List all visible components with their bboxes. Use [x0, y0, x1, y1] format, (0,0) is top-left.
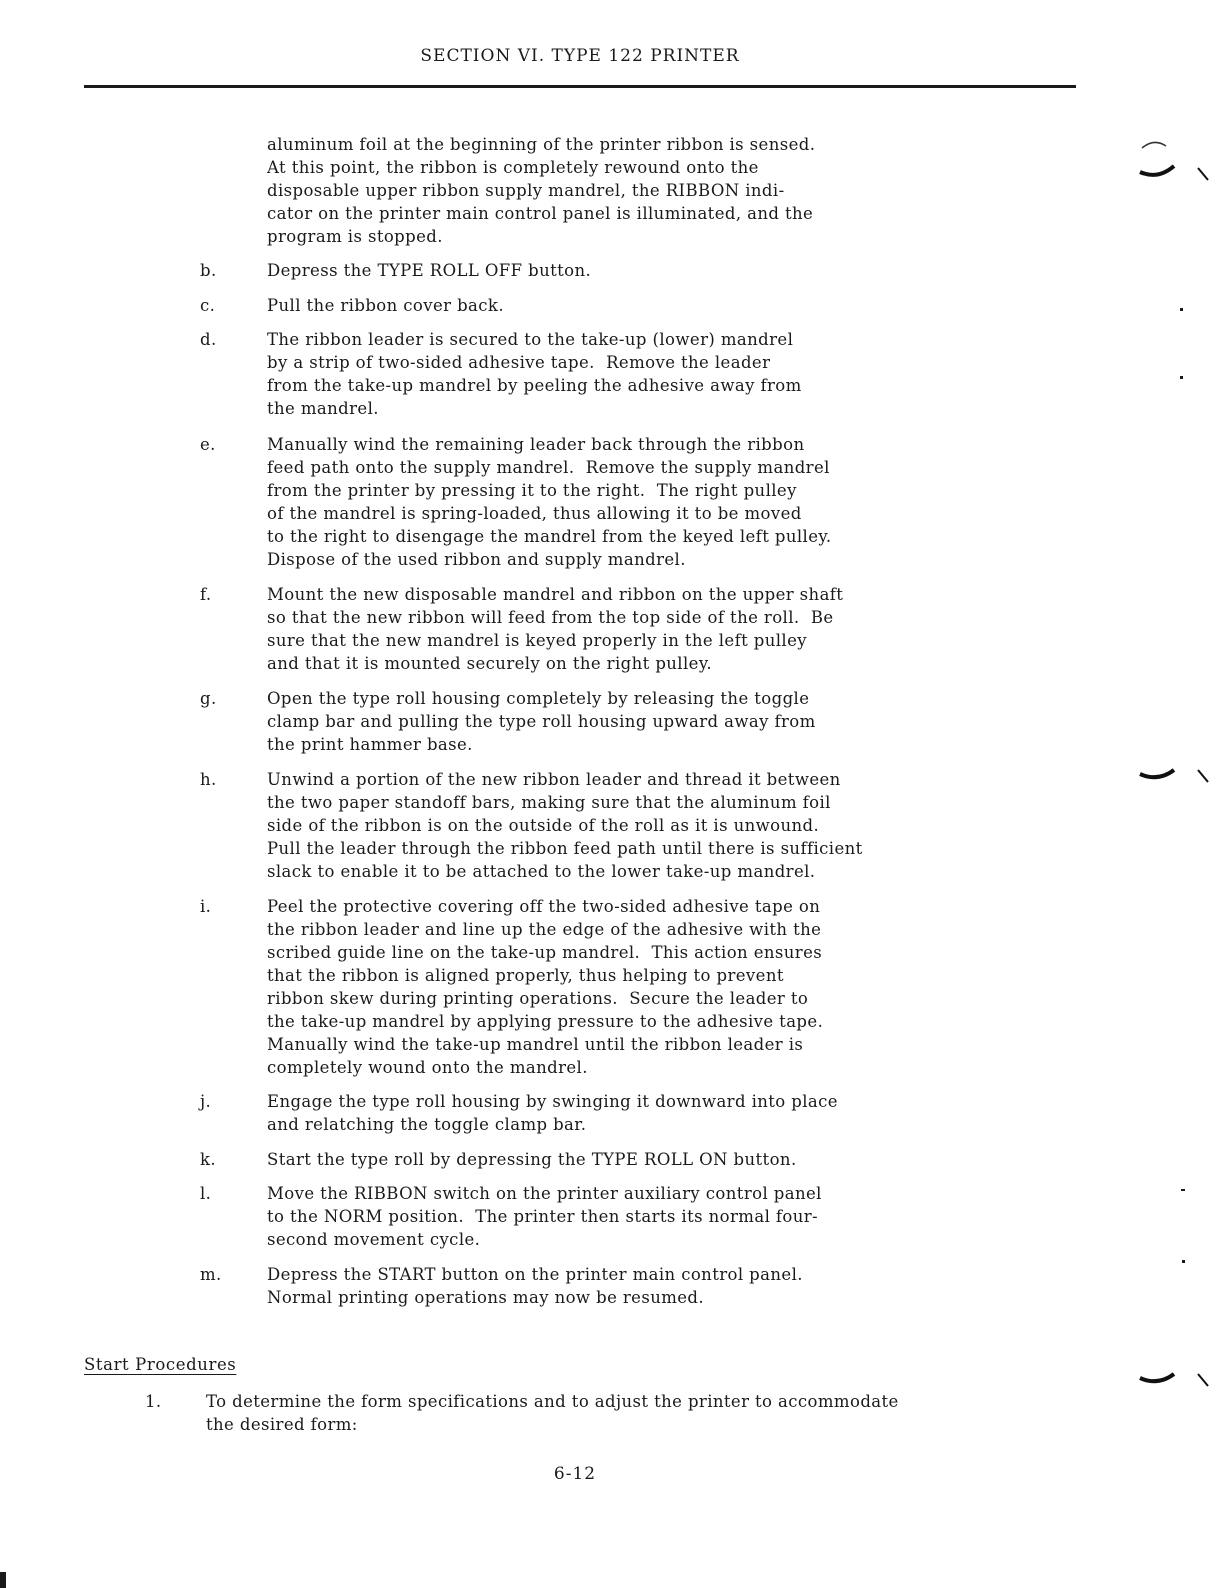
- text-line: Manually wind the take-up mandrel until the ribbon leader is: [267, 1035, 804, 1054]
- text-line: that the ribbon is aligned properly, thus helping to prevent: [267, 966, 784, 985]
- text-line: slack to enable it to be attached to the lower take-up mandrel.: [267, 862, 816, 881]
- text-line: Open the type roll housing completely by releasing the toggle: [267, 689, 810, 708]
- text-line: the two paper standoff bars, making sure that the aluminum foil: [267, 793, 831, 812]
- text-line: the mandrel.: [267, 399, 379, 418]
- text-line: scribed guide line on the take-up mandrel. This action ensures: [267, 943, 823, 962]
- scan-speck: [1180, 308, 1183, 311]
- text-line: Engage the type roll housing by swinging it downward into place: [267, 1092, 838, 1111]
- section-heading-start-procedures: Start Procedures: [84, 1355, 237, 1374]
- text-line: feed path onto the supply mandrel. Remove the supply mandrel: [267, 458, 830, 477]
- step-letter: l.: [200, 1184, 212, 1203]
- step-letter: k.: [200, 1150, 217, 1169]
- text-line: and relatching the toggle clamp bar.: [267, 1115, 587, 1134]
- text-line: to the NORM position. The printer then starts its normal four-: [267, 1207, 819, 1226]
- text-line: disposable upper ribbon supply mandrel, the RIBBON indi-: [267, 181, 785, 200]
- text-line: Manually wind the remaining leader back through the ribbon: [267, 435, 805, 454]
- step-letter: m.: [200, 1265, 222, 1284]
- text-line: sure that the new mandrel is keyed properly in the left pulley: [267, 631, 807, 650]
- text-line: clamp bar and pulling the type roll housing upward away from: [267, 712, 816, 731]
- text-line: Pull the leader through the ribbon feed path until there is sufficient: [267, 839, 863, 858]
- page-number: 6-12: [553, 1464, 597, 1484]
- text-line: and that it is mounted securely on the right pulley.: [267, 654, 712, 673]
- text-line: Normal printing operations may now be resumed.: [267, 1288, 705, 1307]
- text-line: Start the type roll by depressing the TYPE ROLL ON button.: [267, 1150, 797, 1169]
- step-letter: e.: [200, 435, 216, 454]
- text-line: the desired form:: [206, 1415, 358, 1434]
- text-line: Depress the START button on the printer main control panel.: [267, 1265, 803, 1284]
- text-line: by a strip of two-sided adhesive tape. Remove the leader: [267, 353, 771, 372]
- step-letter: j.: [200, 1092, 212, 1111]
- scan-edge-mark: [0, 1572, 6, 1588]
- text-line: side of the ribbon is on the outside of the roll as it is unwound.: [267, 816, 820, 835]
- binder-mark-icon: [1136, 138, 1216, 188]
- text-line: second movement cycle.: [267, 1230, 481, 1249]
- text-line: the ribbon leader and line up the edge of the adhesive with the: [267, 920, 822, 939]
- text-line: completely wound onto the mandrel.: [267, 1058, 588, 1077]
- text-line: program is stopped.: [267, 227, 443, 246]
- text-line: so that the new ribbon will feed from the top side of the roll. Be: [267, 608, 834, 627]
- text-line: Move the RIBBON switch on the printer auxiliary control panel: [267, 1184, 822, 1203]
- text-line: the take-up mandrel by applying pressure to the adhesive tape.: [267, 1012, 824, 1031]
- scan-speck: [1182, 1260, 1185, 1263]
- step-letter: f.: [200, 585, 212, 604]
- step-letter: c.: [200, 296, 216, 315]
- step-letter: d.: [200, 330, 217, 349]
- text-line: of the mandrel is spring-loaded, thus allowing it to be moved: [267, 504, 802, 523]
- step-letter: i.: [200, 897, 212, 916]
- page-header: SECTION VI. TYPE 122 PRINTER: [420, 46, 740, 66]
- step-letter: g.: [200, 689, 217, 708]
- text-line: the print hammer base.: [267, 735, 473, 754]
- continuation-paragraph: [267, 133, 967, 248]
- text-line: To determine the form specifications and to adjust the printer to accommodate: [206, 1392, 899, 1411]
- text-line: Mount the new disposable mandrel and ribbon on the upper shaft: [267, 585, 844, 604]
- text-line: Pull the ribbon cover back.: [267, 296, 504, 315]
- text-line: from the take-up mandrel by peeling the adhesive away from: [267, 376, 802, 395]
- text-line: The ribbon leader is secured to the take-up (lower) mandrel: [267, 330, 794, 349]
- header-rule: [84, 85, 1076, 88]
- text-line: Unwind a portion of the new ribbon leader and thread it between: [267, 770, 841, 789]
- step-number: 1.: [145, 1392, 162, 1411]
- binder-mark-icon: [1136, 762, 1216, 792]
- text-line: ribbon skew during printing operations. Secure the leader to: [267, 989, 809, 1008]
- text-line: cator on the printer main control panel is illuminated, and the: [267, 204, 814, 223]
- binder-mark-icon: [1136, 1366, 1216, 1396]
- text-line: Dispose of the used ribbon and supply mandrel.: [267, 550, 686, 569]
- scan-speck: [1180, 376, 1183, 379]
- step-letter: h.: [200, 770, 217, 789]
- text-line: aluminum foil at the beginning of the printer ribbon is sensed.: [267, 135, 816, 154]
- text-line: from the printer by pressing it to the right. The right pulley: [267, 481, 797, 500]
- text-line: At this point, the ribbon is completely rewound onto the: [267, 158, 759, 177]
- scan-speck: [1181, 1189, 1185, 1191]
- text-line: Depress the TYPE ROLL OFF button.: [267, 261, 592, 280]
- step-letter: b.: [200, 261, 217, 280]
- text-line: to the right to disengage the mandrel from the keyed left pulley.: [267, 527, 832, 546]
- text-line: Peel the protective covering off the two-sided adhesive tape on: [267, 897, 821, 916]
